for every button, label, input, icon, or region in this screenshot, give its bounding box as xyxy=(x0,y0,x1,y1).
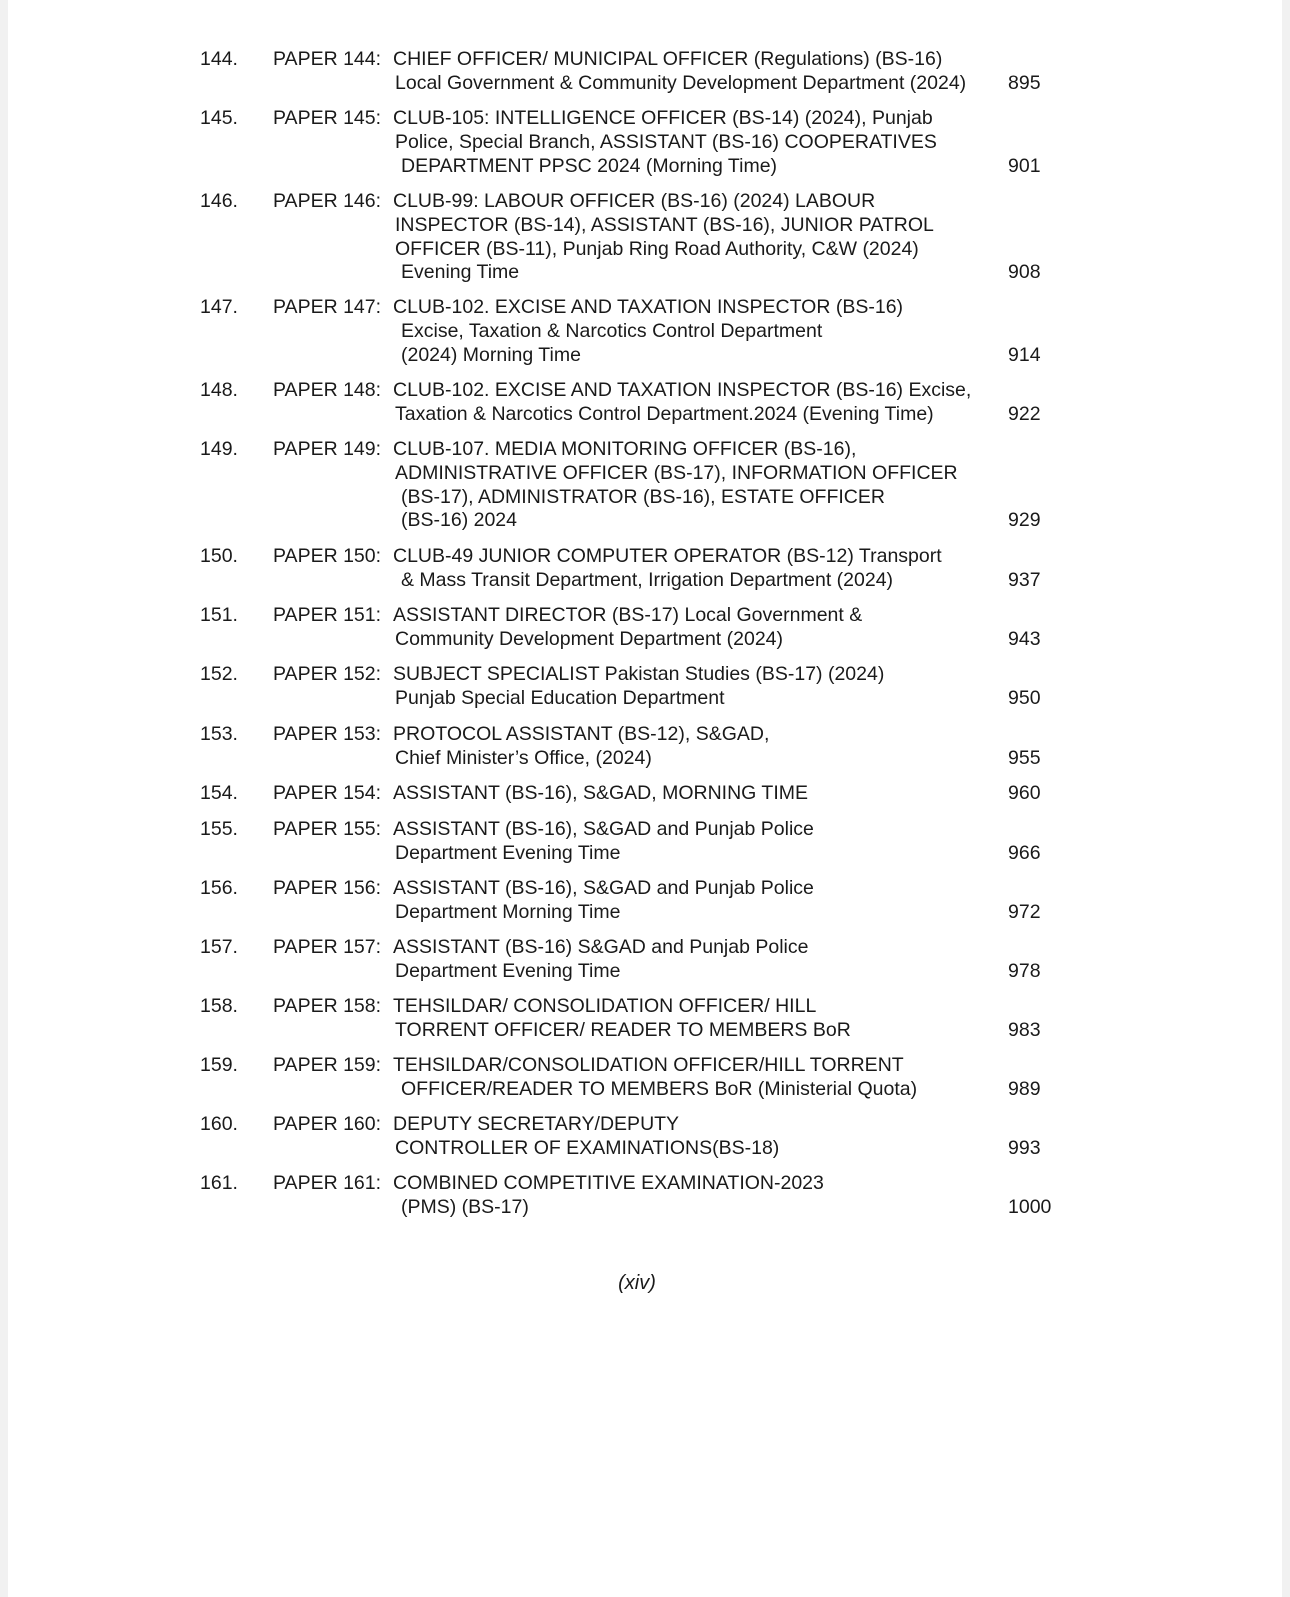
entry-page-number[interactable]: 955 xyxy=(1008,746,1041,769)
entry-paper-label: PAPER 145: xyxy=(273,107,382,129)
entry-number: 155. xyxy=(200,818,238,840)
entry-number: 151. xyxy=(200,604,238,626)
entry-number: 146. xyxy=(200,190,238,212)
entry-paper-label: PAPER 144: xyxy=(273,48,382,70)
entry-title-line: PROTOCOL ASSISTANT (BS-12), S&GAD, xyxy=(393,723,770,745)
entry-title-line: Police, Special Branch, ASSISTANT (BS-16) COOPERATIVES xyxy=(395,130,937,153)
entry-title-line: CLUB-102. EXCISE AND TAXATION INSPECTOR (BS-16) Excise, xyxy=(393,379,972,401)
entry-title-line: CHIEF OFFICER/ MUNICIPAL OFFICER (Regulations) (BS-16) xyxy=(393,48,943,70)
entry-page-number[interactable]: 937 xyxy=(1008,568,1041,591)
entry-title-line: Department Evening Time xyxy=(395,959,621,982)
entry-title-line: COMBINED COMPETITIVE EXAMINATION-2023 xyxy=(393,1172,824,1194)
entry-number: 144. xyxy=(200,48,238,70)
entry-title-line: Department Evening Time xyxy=(395,841,621,864)
entry-number: 148. xyxy=(200,379,238,401)
entry-title-line: CONTROLLER OF EXAMINATIONS(BS-18) xyxy=(395,1136,780,1159)
document-page xyxy=(8,0,1282,1597)
entry-title-line: ASSISTANT (BS-16), S&GAD and Punjab Police xyxy=(393,877,814,899)
entry-title-line: TEHSILDAR/CONSOLIDATION OFFICER/HILL TORRENT xyxy=(393,1054,904,1076)
entry-title-line: Taxation & Narcotics Control Department.2024 (Evening Time) xyxy=(395,402,934,425)
entry-page-number[interactable]: 966 xyxy=(1008,841,1041,864)
entry-page-number[interactable]: 929 xyxy=(1008,509,1041,532)
entry-title-line: (BS-16) 2024 xyxy=(401,509,517,532)
page-footer xyxy=(8,1272,1282,1295)
entry-title-line: SUBJECT SPECIALIST Pakistan Studies (BS-17) (2024) xyxy=(393,663,885,685)
entry-title-line: ASSISTANT (BS-16), S&GAD and Punjab Police xyxy=(393,818,814,840)
entry-paper-label: PAPER 148: xyxy=(273,379,382,401)
entry-number: 160. xyxy=(200,1113,238,1135)
entry-title-line: (BS-17), ADMINISTRATOR (BS-16), ESTATE OFFICER xyxy=(401,485,885,508)
entry-number: 154. xyxy=(200,782,238,804)
entry-number: 147. xyxy=(200,296,238,318)
entry-paper-label: PAPER 147: xyxy=(273,296,382,318)
entry-title-line: Community Development Department (2024) xyxy=(395,627,784,650)
entry-page-number[interactable]: 983 xyxy=(1008,1018,1041,1041)
entry-paper-label: PAPER 155: xyxy=(273,818,382,840)
entry-title-line: (2024) Morning Time xyxy=(401,343,581,366)
entry-number: 145. xyxy=(200,107,238,129)
entry-paper-label: PAPER 161: xyxy=(273,1172,382,1194)
entry-paper-label: PAPER 158: xyxy=(273,995,382,1017)
entry-paper-label: PAPER 159: xyxy=(273,1054,382,1076)
entry-title-line: DEPUTY SECRETARY/DEPUTY xyxy=(393,1113,680,1135)
entry-title-line: CLUB-102. EXCISE AND TAXATION INSPECTOR (BS-16) xyxy=(393,296,904,318)
entry-page-number[interactable]: 901 xyxy=(1008,154,1041,177)
entry-title-line: DEPARTMENT PPSC 2024 (Morning Time) xyxy=(401,154,778,177)
entry-paper-label: PAPER 146: xyxy=(273,190,382,212)
entry-page-number[interactable]: 895 xyxy=(1008,71,1041,94)
entry-paper-label: PAPER 149: xyxy=(273,438,382,460)
entry-page-number[interactable]: 908 xyxy=(1008,261,1041,284)
entry-title-line: ASSISTANT DIRECTOR (BS-17) Local Government & xyxy=(393,604,863,626)
entry-title-line: Evening Time xyxy=(401,261,520,284)
entry-page-number[interactable]: 978 xyxy=(1008,959,1041,982)
entry-paper-label: PAPER 156: xyxy=(273,877,382,899)
entry-title-line: Local Government & Community Development Department (2024) xyxy=(395,71,967,94)
entry-paper-label: PAPER 152: xyxy=(273,663,382,685)
entry-paper-label: PAPER 160: xyxy=(273,1113,382,1135)
entry-title-line: ASSISTANT (BS-16) S&GAD and Punjab Police xyxy=(393,936,809,958)
entry-title-line: CLUB-99: LABOUR OFFICER (BS-16) (2024) LABOUR xyxy=(393,190,876,212)
entry-title-line: OFFICER (BS-11), Punjab Ring Road Authority, C&W (2024) xyxy=(395,237,919,260)
entry-title-line: Punjab Special Education Department xyxy=(395,686,725,709)
entry-title-line: CLUB-49 JUNIOR COMPUTER OPERATOR (BS-12) Transport xyxy=(393,545,942,567)
entry-title-line: Chief Minister’s Office, (2024) xyxy=(395,746,652,769)
entry-title-line: ADMINISTRATIVE OFFICER (BS-17), INFORMATION OFFICER xyxy=(395,461,958,484)
entry-number: 150. xyxy=(200,545,238,567)
entry-title-line: CLUB-105: INTELLIGENCE OFFICER (BS-14) (2024), Punjab xyxy=(393,107,933,129)
entry-page-number[interactable]: 993 xyxy=(1008,1136,1041,1159)
entry-page-number[interactable]: 989 xyxy=(1008,1077,1041,1100)
entry-page-number[interactable]: 960 xyxy=(1008,782,1041,804)
entry-page-number[interactable]: 972 xyxy=(1008,900,1041,923)
entry-title-line: Department Morning Time xyxy=(395,900,621,923)
entry-number: 157. xyxy=(200,936,238,958)
entry-paper-label: PAPER 150: xyxy=(273,545,382,567)
entry-title-line: ASSISTANT (BS-16), S&GAD, MORNING TIME xyxy=(393,782,808,804)
entry-page-number[interactable]: 914 xyxy=(1008,343,1041,366)
entry-paper-label: PAPER 154: xyxy=(273,782,382,804)
entry-number: 152. xyxy=(200,663,238,685)
entry-number: 149. xyxy=(200,438,238,460)
entry-title-line: & Mass Transit Department, Irrigation Department (2024) xyxy=(401,568,894,591)
entry-title-line: OFFICER/READER TO MEMBERS BoR (Ministerial Quota) xyxy=(401,1077,918,1100)
entry-page-number[interactable]: 1000 xyxy=(1008,1195,1052,1218)
entry-page-number[interactable]: 922 xyxy=(1008,402,1041,425)
entry-number: 153. xyxy=(200,723,238,745)
page-number-label: (xiv) xyxy=(618,1272,656,1294)
entry-title-line: (PMS) (BS-17) xyxy=(401,1195,529,1218)
entry-paper-label: PAPER 153: xyxy=(273,723,382,745)
entry-page-number[interactable]: 943 xyxy=(1008,627,1041,650)
entry-number: 161. xyxy=(200,1172,238,1194)
entry-title-line: INSPECTOR (BS-14), ASSISTANT (BS-16), JUNIOR PATROL xyxy=(395,213,934,236)
entry-paper-label: PAPER 157: xyxy=(273,936,382,958)
entry-number: 159. xyxy=(200,1054,238,1076)
entry-title-line: CLUB-107. MEDIA MONITORING OFFICER (BS-16), xyxy=(393,438,857,460)
entry-page-number[interactable]: 950 xyxy=(1008,686,1041,709)
entry-title-line: TORRENT OFFICER/ READER TO MEMBERS BoR xyxy=(395,1018,851,1041)
entry-title-line: TEHSILDAR/ CONSOLIDATION OFFICER/ HILL xyxy=(393,995,817,1017)
entry-title-line: Excise, Taxation & Narcotics Control Department xyxy=(401,319,823,342)
entry-number: 158. xyxy=(200,995,238,1017)
entry-number: 156. xyxy=(200,877,238,899)
entry-paper-label: PAPER 151: xyxy=(273,604,382,626)
